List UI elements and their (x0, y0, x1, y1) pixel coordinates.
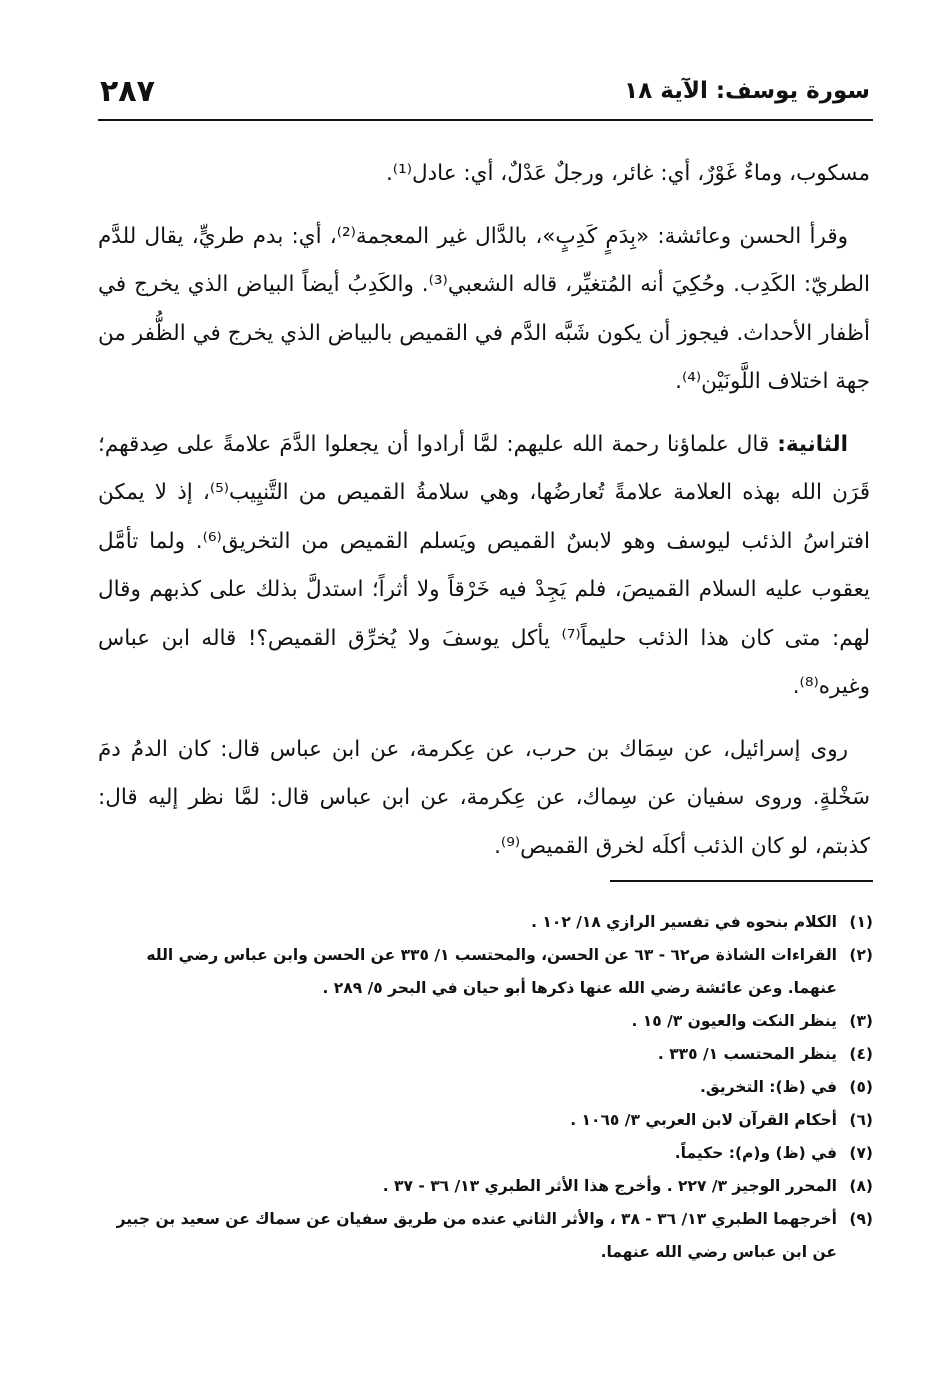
footnote-text: في (ظ) و(م): حكيماً. (674, 1144, 837, 1162)
footnote (98, 1170, 873, 1203)
paragraph (98, 726, 870, 872)
page-number: ٢٨٧ (100, 74, 155, 109)
paragraph (98, 150, 870, 199)
page-header (98, 74, 870, 114)
footnote-number: (٣) (849, 1012, 873, 1030)
footnote-text: المحرر الوجيز ٣/ ٢٢٧ . وأخرج هذا الأثر الطبري ١٣/ ٣٦ - ٣٧ . (382, 1177, 837, 1195)
footnote (98, 1038, 873, 1071)
footnote (98, 1137, 873, 1170)
footnote-number: (٨) (849, 1177, 873, 1195)
footnote-number: (١) (849, 913, 873, 931)
footnote-text: أحكام القرآن لابن العربي ٣/ ١٠٦٥ . (570, 1111, 837, 1129)
footnote-text: ينظر المحتسب ١/ ٣٣٥ . (657, 1045, 837, 1063)
paragraph-text: قال علماؤنا رحمة الله عليهم: لمَّا أرادوا أن يجعلوا الدَّمَ علامةً على صِدقهم؛ قَرَن الله بهذه العلامة علامةً تُعارضُها، وهي سلامةُ القميص من التَّنيِيب⁽⁵⁾، إذ لا يمكن افتراسُ الذئب ليوسف وهو لابسٌ القميص ويَسلم القميص من التخريق⁽⁶⁾. ولما تأمَّل يعقوب عليه السلام القميصَ، فلم يَجِدْ فيه خَرْقاً ولا أثراً؛ استدلَّ بذلك على كذبهم وقال لهم: متى كان هذا الذئب حليماً⁽⁷⁾ يأكل يوسفَ ولا يُخرِّق القميص؟! قاله ابن عباس وغيره⁽⁸⁾. (98, 431, 871, 699)
footnote (98, 1071, 873, 1104)
footnote-number: (٥) (849, 1078, 873, 1096)
footnote (98, 906, 873, 939)
footnote-number: (٧) (849, 1144, 873, 1162)
footnote (98, 1104, 873, 1137)
main-text (98, 150, 870, 885)
footnote-number: (٤) (849, 1045, 873, 1063)
footnote (98, 1005, 873, 1038)
section-heading: الثانية: (777, 431, 848, 457)
paragraph-text: مسكوب، وماءٌ غَوْرٌ، أي: غائر، ورجلٌ عَدْلٌ، أي: عادل⁽¹⁾. (385, 161, 870, 186)
footnote-text: القراءات الشاذة ص٦٢ - ٦٣ عن الحسن، والمحتسب ١/ ٣٣٥ عن الحسن وابن عباس رضي الله عنهما. وعن عائشة رضي الله عنها ذكرها أبو حيان في البحر ٥/ ٢٨٩ . (146, 946, 837, 997)
footnote-text: ينظر النكت والعيون ٣/ ١٥ . (631, 1012, 837, 1030)
header-divider (98, 119, 873, 121)
paragraph (98, 421, 870, 712)
footnotes (98, 906, 873, 1269)
footnote (98, 939, 873, 1005)
paragraph-text: وقرأ الحسن وعائشة: «بِدَمٍ كَدِبٍ»، بالدَّال غير المعجمة⁽²⁾، أي: بدم طريٍّ، يقال للدَّم الطريّ: الكَدِب. وحُكِيَ أنه المُتغيِّر، قاله الشعبي⁽³⁾. والكَدِبُ أيضاً البياض الذي يخرج في أظفار الأحداث. فيجوز أن يكون شَبَّه الدَّم في القميص بالبياض الذي يخرج في الظُّفر من جهة اختلاف اللَّونَيْن⁽⁴⁾. (98, 223, 870, 394)
footnote-text: أخرجهما الطبري ١٣/ ٣٦ - ٣٨ ، والأثر الثاني عنده من طريق سفيان عن سماك عن سعيد بن جبير عن ابن عباس رضي الله عنهما. (116, 1210, 837, 1261)
footnote (98, 1203, 873, 1269)
footnote-text: في (ظ): التخريق. (699, 1078, 837, 1096)
footnote-text: الكلام بنحوه في تفسير الرازي ١٨/ ١٠٢ . (531, 913, 837, 931)
paragraph (98, 213, 870, 407)
footnote-number: (٦) (849, 1111, 873, 1129)
footnote-number: (٩) (849, 1210, 873, 1228)
running-title: سورة يوسف: الآية ١٨ (624, 78, 870, 104)
footnote-number: (٢) (849, 946, 873, 964)
paragraph-text: روى إسرائيل، عن سِمَاك بن حرب، عن عِكرمة، عن ابن عباس قال: كان الدمُ دمَ سَخْلةٍ. وروى سفيان عن سِماك، عن عِكرمة، عن ابن عباس قال: لمَّا نظر إليه قال: كذبتم، لو كان الذئب أكلَه لخرق القميص⁽⁹⁾. (98, 736, 870, 859)
footnote-divider (610, 880, 873, 882)
